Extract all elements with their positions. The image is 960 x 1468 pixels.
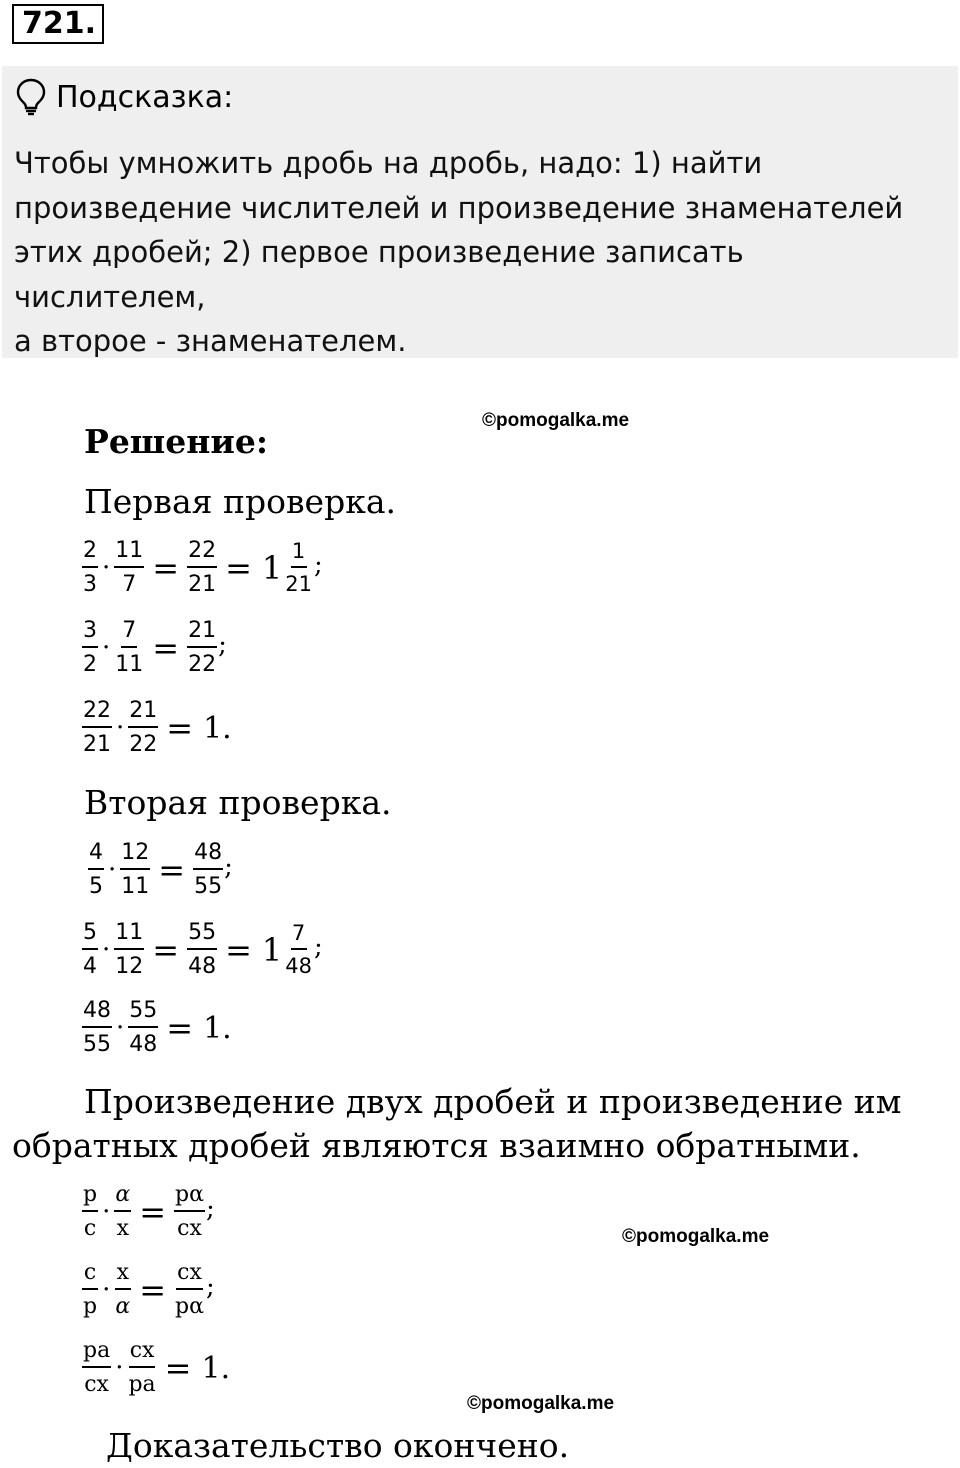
fraction: $\frac{22}{21}$ (83, 698, 111, 757)
semicolon: ; (224, 852, 233, 882)
fraction: $\frac{11}{12}$ (115, 920, 144, 979)
semicolon: ; (205, 1272, 215, 1302)
multiply-sign: · (116, 1013, 125, 1043)
second-check-label: Вторая проверка. (84, 783, 392, 822)
semicolon: ; (205, 1194, 215, 1224)
hint-line: Чтобы умножить дробь на дробь, надо: 1) найти (14, 146, 763, 180)
fraction: $\frac{48}{55}$ (194, 840, 223, 899)
result: 1. (201, 1350, 231, 1386)
fraction: $\frac{7}{11}$ (115, 618, 144, 677)
equals-sign: = (225, 931, 252, 969)
hint-text (14, 141, 944, 364)
result: 1. (203, 1010, 232, 1046)
lightbulb-icon (16, 78, 46, 116)
fraction: $\frac{11}{7}$ (115, 538, 144, 597)
watermark: ©pomogalka.me (622, 1226, 770, 1247)
whole-part: 1 (261, 931, 283, 969)
watermark: ©pomogalka.me (467, 1393, 615, 1414)
fraction: $\frac{22}{21}$ (188, 538, 217, 597)
equation-5 (82, 922, 323, 978)
fraction: $\frac{\alpha}{x}$ (115, 1182, 131, 1241)
semicolon: ; (313, 550, 323, 580)
equation-7 (82, 1184, 215, 1240)
multiply-sign: · (102, 553, 111, 583)
result: 1. (203, 710, 232, 746)
equals-sign: = (139, 1193, 167, 1231)
fraction: $\frac{3}{2}$ (83, 618, 97, 677)
equals-sign: = (139, 1271, 167, 1309)
fraction: $\frac{x}{\alpha}$ (115, 1260, 131, 1319)
hint-header (16, 76, 233, 118)
conclusion-line-1: Произведение двух дробей и произведение им (84, 1082, 902, 1121)
multiply-sign: · (102, 1197, 111, 1227)
multiply-sign: · (115, 1353, 124, 1383)
conclusion-line-2: обратных дробей являются взаимно обратными. (12, 1126, 861, 1165)
equation-1 (82, 540, 323, 596)
semicolon: ; (313, 932, 323, 962)
multiply-sign: · (102, 633, 111, 663)
fraction: $\frac{pa}{cx}$ (83, 1338, 111, 1397)
fraction: $\frac{21}{22}$ (129, 698, 158, 757)
solution-heading: Решение: (84, 422, 269, 461)
fraction: $\frac{cx}{p\alpha}$ (175, 1260, 204, 1319)
hint-title: Подсказка: (56, 79, 234, 115)
fraction: $\frac{cx}{pa}$ (128, 1338, 156, 1397)
multiply-sign: · (116, 713, 125, 743)
fraction: $\frac{p}{c}$ (83, 1182, 98, 1241)
equals-sign: = (152, 629, 180, 667)
hint-box (2, 66, 958, 358)
hint-line: этих дробей; 2) первое произведение записать числителем, (14, 235, 744, 314)
multiply-sign: · (108, 855, 117, 885)
fraction: $\frac{48}{55}$ (83, 998, 111, 1057)
fraction: $\frac{2}{3}$ (83, 538, 97, 597)
watermark: ©pomogalka.me (482, 410, 630, 431)
whole-part: 1 (261, 549, 283, 587)
fraction: $\frac{5}{4}$ (83, 920, 97, 979)
equation-4 (88, 842, 233, 898)
fraction: $\frac{7}{48}$ (285, 921, 312, 978)
fraction: $\frac{55}{48}$ (129, 998, 158, 1057)
fraction: $\frac{55}{48}$ (188, 920, 217, 979)
multiply-sign: · (102, 935, 111, 965)
fraction: $\frac{12}{11}$ (121, 840, 150, 899)
equation-9 (82, 1340, 230, 1396)
proof-ending: Доказательство окончено. (106, 1426, 570, 1465)
equals-sign: = (152, 549, 180, 587)
equals-sign: = (166, 1009, 194, 1047)
equation-6 (82, 1000, 232, 1056)
equation-8 (82, 1262, 215, 1318)
problem-number: 721. (12, 4, 104, 44)
equation-2 (82, 620, 227, 676)
hint-line: произведение числителей и произведение знаменателей (14, 190, 904, 225)
fraction: $\frac{1}{21}$ (285, 539, 312, 596)
equation-3 (82, 700, 232, 756)
equals-sign: = (152, 931, 180, 969)
equals-sign: = (225, 549, 252, 587)
equals-sign: = (166, 709, 194, 747)
multiply-sign: · (102, 1275, 111, 1305)
fraction: $\frac{c}{p}$ (83, 1260, 98, 1319)
hint-line: а второе - знаменателем. (14, 324, 407, 358)
fraction: $\frac{4}{5}$ (89, 840, 103, 899)
equals-sign: = (158, 851, 186, 889)
fraction: $\frac{p\alpha}{cx}$ (175, 1182, 204, 1241)
equals-sign: = (164, 1349, 192, 1387)
fraction: $\frac{21}{22}$ (188, 618, 217, 677)
first-check-label: Первая проверка. (84, 482, 397, 521)
semicolon: ; (218, 630, 227, 660)
